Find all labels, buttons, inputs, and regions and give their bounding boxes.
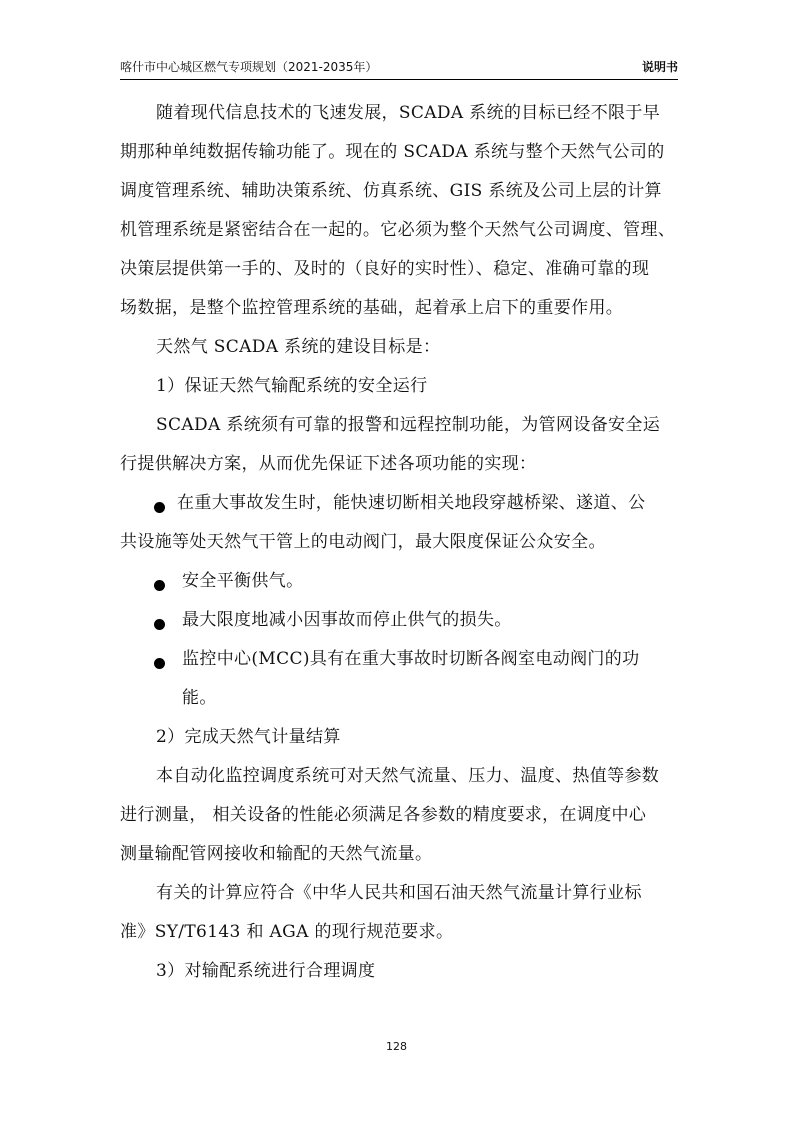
- page-header: [120, 57, 678, 80]
- bullet-icon: [154, 658, 165, 669]
- text-line: 机管理系统是紧密结合在一起的。它必须为整个天然气公司调度、管理、: [120, 220, 676, 240]
- text-line: 行提供解决方案，从而优先保证下述各项功能的实现：: [120, 454, 537, 474]
- list-item-continuation: 共设施等处天然气干管上的电动阀门，最大限度保证公众安全。: [120, 532, 606, 552]
- list-item-continuation: 能。: [182, 688, 217, 708]
- text-line: 有关的计算应符合《中华人民共和国石油天然气流量计算行业标: [156, 883, 642, 903]
- document-title: 喀什市中心城区燃气专项规划（2021-2035年）: [120, 60, 378, 74]
- list-item: 监控中心(MCC)具有在重大事故时切断各阀室电动阀门的功: [182, 649, 640, 669]
- bullet-icon: [154, 619, 165, 630]
- text-line: SCADA 系统须有可靠的报警和远程控制功能，为管网设备安全运: [156, 415, 661, 435]
- list-item: 在重大事故发生时，能快速切断相关地段穿越桥梁、遂道、公: [177, 493, 646, 513]
- text-line: 本自动化监控调度系统可对天然气流量、压力、温度、热值等参数: [156, 766, 660, 786]
- section-label: 说明书: [641, 60, 678, 74]
- text-line: 测量输配管网接收和输配的天然气流量。: [120, 844, 433, 864]
- bullet-icon: [154, 580, 165, 591]
- section-heading: 1）保证天然气输配系统的安全运行: [156, 376, 428, 396]
- text-line: 决策层提供第一手的、及时的（良好的实时性）、稳定、准确可靠的现: [120, 259, 650, 279]
- text-line: 调度管理系统、辅助决策系统、仿真系统、GIS 系统及公司上层的计算: [120, 181, 662, 201]
- text-line: 随着现代信息技术的飞速发展，SCADA 系统的目标已经不限于早: [156, 103, 661, 123]
- text-line: 进行测量， 相关设备的性能必须满足各参数的精度要求，在调度中心: [120, 805, 647, 825]
- text-line: 期那种单纯数据传输功能了。现在的 SCADA 系统与整个天然气公司的: [120, 142, 665, 162]
- list-item: 最大限度地减小因事故而停止供气的损失。: [182, 610, 512, 630]
- bullet-icon: [154, 502, 165, 513]
- page-number: 128: [386, 1040, 407, 1053]
- list-item: 安全平衡供气。: [182, 571, 304, 591]
- text-line: 场数据，是整个监控管理系统的基础，起着承上启下的重要作用。: [120, 298, 624, 318]
- section-heading: 2）完成天然气计量结算: [156, 727, 341, 747]
- section-heading: 3）对输配系统进行合理调度: [156, 961, 376, 981]
- text-line: 准》SY/T6143 和 AGA 的现行规范要求。: [120, 922, 454, 942]
- text-line: 天然气 SCADA 系统的建设目标是：: [156, 337, 441, 357]
